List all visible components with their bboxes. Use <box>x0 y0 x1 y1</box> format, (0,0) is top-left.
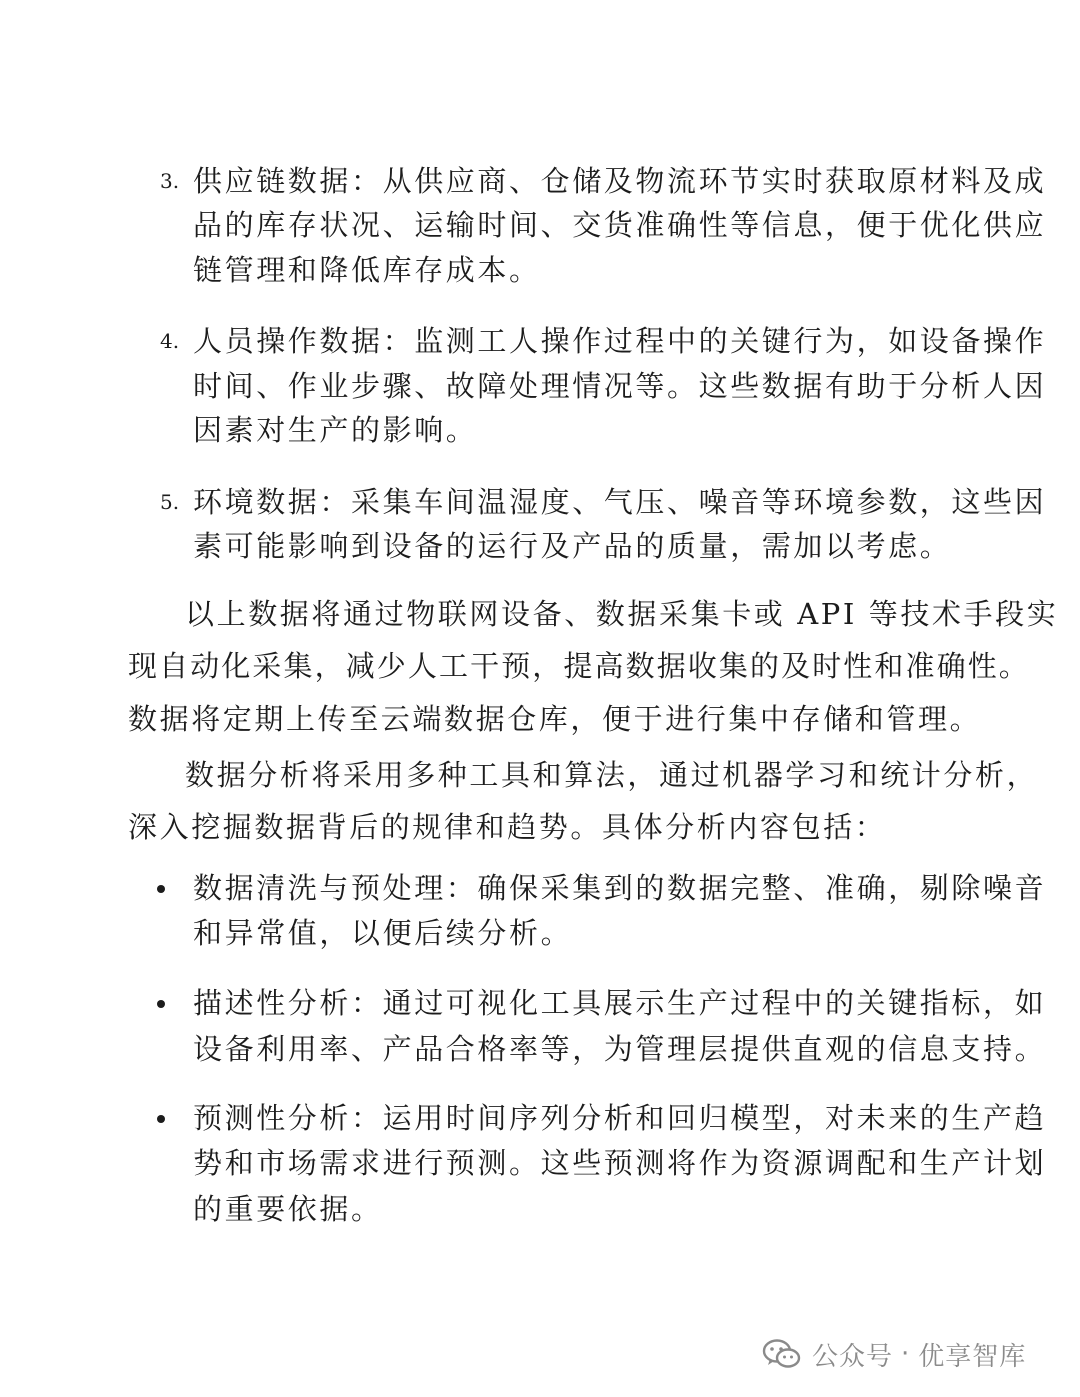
bullet-icon <box>157 885 165 893</box>
text-line: 数据将定期上传至云端数据仓库，便于进行集中存储和管理。 <box>128 702 982 736</box>
bullet-icon <box>157 1000 165 1008</box>
watermark-name: 优享智库 <box>918 1341 1027 1372</box>
text-line: 的重要依据。 <box>193 1192 383 1226</box>
text-line: 现自动化采集，减少人工干预，提高数据收集的及时性和准确性。 <box>128 649 1030 683</box>
text-line: 预测性分析：运用时间序列分析和回归模型，对未来的生产趋 <box>193 1101 1047 1135</box>
list-number: 3. <box>160 169 180 193</box>
list-number: 5. <box>160 490 180 514</box>
text-line: 和异常值，以便后续分析。 <box>193 916 573 950</box>
text-line: 深入挖掘数据背后的规律和趋势。具体分析内容包括： <box>128 810 887 844</box>
wechat-icon <box>762 1338 802 1370</box>
text-line: 人员操作数据：监测工人操作过程中的关键行为，如设备操作 <box>193 324 1047 358</box>
text-line: 势和市场需求进行预测。这些预测将作为资源调配和生产计划 <box>193 1146 1047 1180</box>
text-line: 素可能影响到设备的运行及产品的质量，需加以考虑。 <box>193 529 952 563</box>
text-line: 设备利用率、产品合格率等，为管理层提供直观的信息支持。 <box>193 1032 1047 1066</box>
watermark-separator: · <box>901 1339 911 1369</box>
text-line: 以上数据将通过物联网设备、数据采集卡或 API 等技术手段实 <box>185 597 1059 631</box>
text-line: 时间、作业步骤、故障处理情况等。这些数据有助于分析人因 <box>193 369 1047 403</box>
text-line: 数据清洗与预处理：确保采集到的数据完整、准确，剔除噪音 <box>193 871 1047 905</box>
list-number: 4. <box>160 329 180 353</box>
text-line: 描述性分析：通过可视化工具展示生产过程中的关键指标，如 <box>193 986 1047 1020</box>
text-line: 供应链数据：从供应商、仓储及物流环节实时获取原材料及成 <box>193 164 1047 198</box>
text-line: 数据分析将采用多种工具和算法，通过机器学习和统计分析， <box>185 758 1039 792</box>
text-line: 品的库存状况、运输时间、交货准确性等信息，便于优化供应 <box>193 208 1047 242</box>
watermark-prefix: 公众号 <box>812 1341 894 1372</box>
text-line: 环境数据：采集车间温湿度、气压、噪音等环境参数，这些因 <box>193 485 1047 519</box>
text-line: 链管理和降低库存成本。 <box>193 253 541 287</box>
text-line: 因素对生产的影响。 <box>193 413 478 447</box>
watermark <box>762 1334 1026 1374</box>
bullet-icon <box>157 1115 165 1123</box>
